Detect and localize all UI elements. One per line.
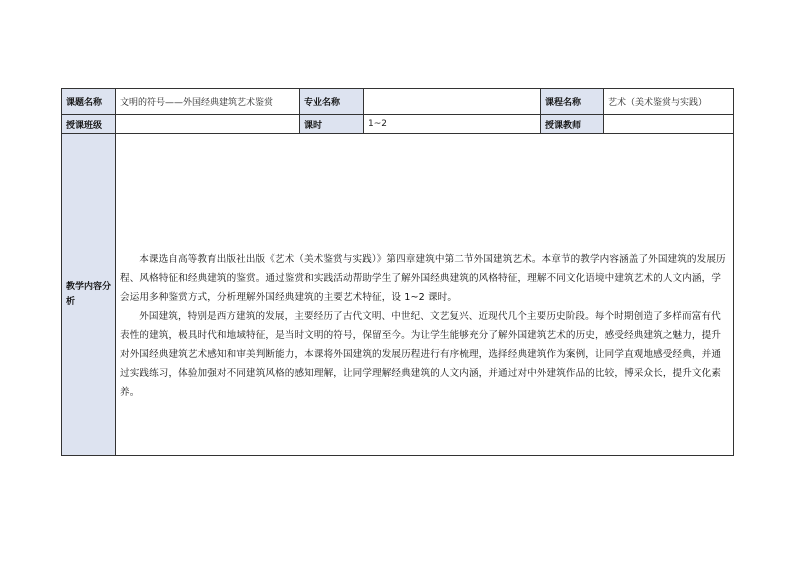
analysis-paragraph-2: 外国建筑，特别是西方建筑的发展，主要经历了古代文明、中世纪、文艺复兴、近现代几个主要历史阶段。每个时期创造了多样而富有代表性的建筑，极具时代和地域特征，是当时文明的符号，保留至今。为让学生能够充分了解外国建筑艺术的历史，感受经典建筑之魅力，提升对外国经典建筑艺术感知和审美判断能力，本课将外国建筑的发展历程进行有序梳理，选择经典建筑作为案例，让同学直观地感受经典，并通过实践练习，体验加强对不同建筑风格的感知理解，让同学理解经典建筑的人文内涵，并通过对中外建筑作品的比较，博采众长，提升文化素养。 bbox=[120, 311, 722, 398]
table-row bbox=[62, 115, 734, 134]
analysis-label: 教学内容分析 bbox=[62, 134, 116, 456]
table-row bbox=[62, 134, 734, 456]
course-name-value: 艺术（美术鉴赏与实践） bbox=[604, 89, 734, 115]
teacher-value bbox=[604, 115, 734, 134]
class-value bbox=[116, 115, 300, 134]
course-topic-label: 课题名称 bbox=[62, 89, 116, 115]
class-label: 授课班级 bbox=[62, 115, 116, 134]
major-label: 专业名称 bbox=[300, 89, 364, 115]
teacher-label: 授课教师 bbox=[541, 115, 604, 134]
analysis-content bbox=[116, 134, 734, 456]
course-name-label: 课程名称 bbox=[541, 89, 604, 115]
hours-value: 1~2 bbox=[364, 115, 541, 134]
analysis-paragraph-1: 本课选自高等教育出版社出版《艺术（美术鉴赏与实践）》第四章建筑中第二节外国建筑艺术。本章节的教学内容涵盖了外国建筑的发展历程、风格特征和经典建筑的鉴赏。通过鉴赏和实践活动帮助学生了解外国经典建筑的风格特征，理解不同文化语境中建筑艺术的人文内涵，学会运用多种鉴赏方式，分析理解外国经典建筑的主要艺术特征，设 1~2 课时。 bbox=[120, 254, 726, 303]
major-value bbox=[364, 89, 541, 115]
lesson-plan-table bbox=[61, 88, 734, 456]
hours-label: 课时 bbox=[300, 115, 364, 134]
course-topic-value: 文明的符号——外国经典建筑艺术鉴赏 bbox=[116, 89, 300, 115]
table-row bbox=[62, 89, 734, 115]
